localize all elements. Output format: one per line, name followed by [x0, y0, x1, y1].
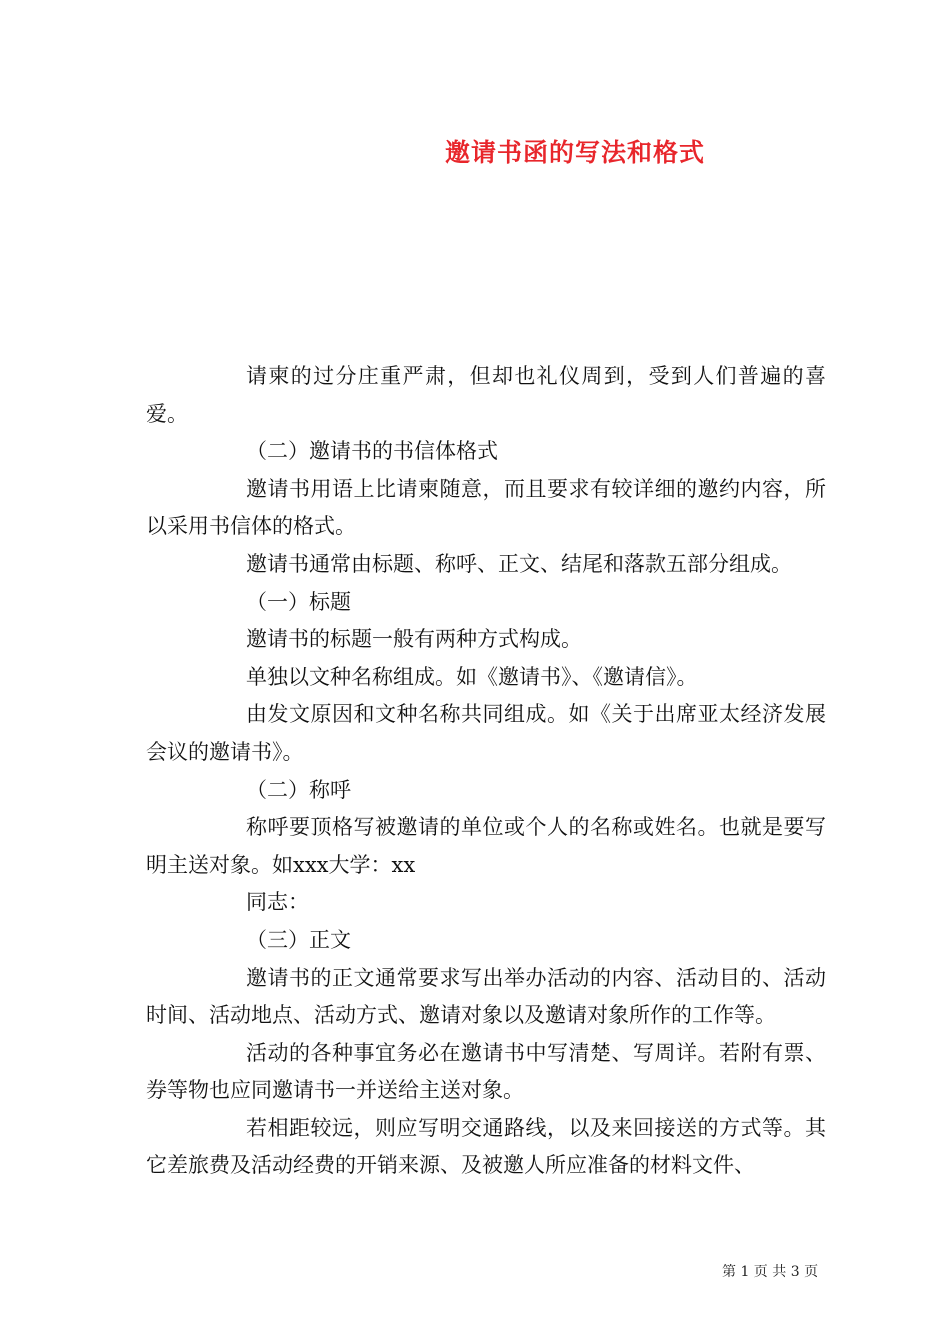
- page-title: 邀请书函的写法和格式: [444, 138, 705, 167]
- paragraph: 由发文原因和文种名称共同组成。如《关于出席亚太经济发展会议的邀请书》。: [146, 702, 826, 764]
- paragraph: 若相距较远，则应写明交通路线，以及来回接送的方式等。其它差旅费及活动经费的开销来源、及被邀人所应准备的材料文件、: [146, 1115, 826, 1178]
- section-heading: （二）邀请书的书信体格式: [246, 439, 498, 464]
- section-heading: （二）称呼: [246, 777, 351, 802]
- paragraph: 邀请书的正文通常要求写出举办活动的内容、活动目的、活动时间、活动地点、活动方式、邀请对象以及邀请对象所作的工作等。: [146, 965, 826, 1028]
- document-body: [146, 358, 826, 1185]
- section-heading: （一）标题: [246, 589, 351, 614]
- paragraph: 同志：: [246, 890, 309, 915]
- page-number: 第 1 页 共 3 页: [722, 1264, 819, 1280]
- paragraph: 称呼要顶格写被邀请的单位或个人的名称或姓名。也就是要写明主送对象。如xxx大学：xx: [146, 815, 826, 877]
- section-heading: （三）正文: [246, 927, 351, 952]
- paragraph: 单独以文种名称组成。如《邀请书》、《邀请信》。: [246, 664, 698, 689]
- paragraph: 请柬的过分庄重严肃，但却也礼仪周到，受到人们普遍的喜爱。: [146, 364, 826, 426]
- paragraph: 活动的各种事宜务必在邀请书中写清楚、写周详。若附有票、券等物也应同邀请书一并送给主送对象。: [146, 1040, 826, 1103]
- paragraph: 邀请书通常由标题、称呼、正文、结尾和落款五部分组成。: [246, 551, 792, 576]
- paragraph: 邀请书用语上比请柬随意，而且要求有较详细的邀约内容，所以采用书信体的格式。: [146, 476, 826, 539]
- paragraph: 邀请书的标题一般有两种方式构成。: [246, 627, 582, 652]
